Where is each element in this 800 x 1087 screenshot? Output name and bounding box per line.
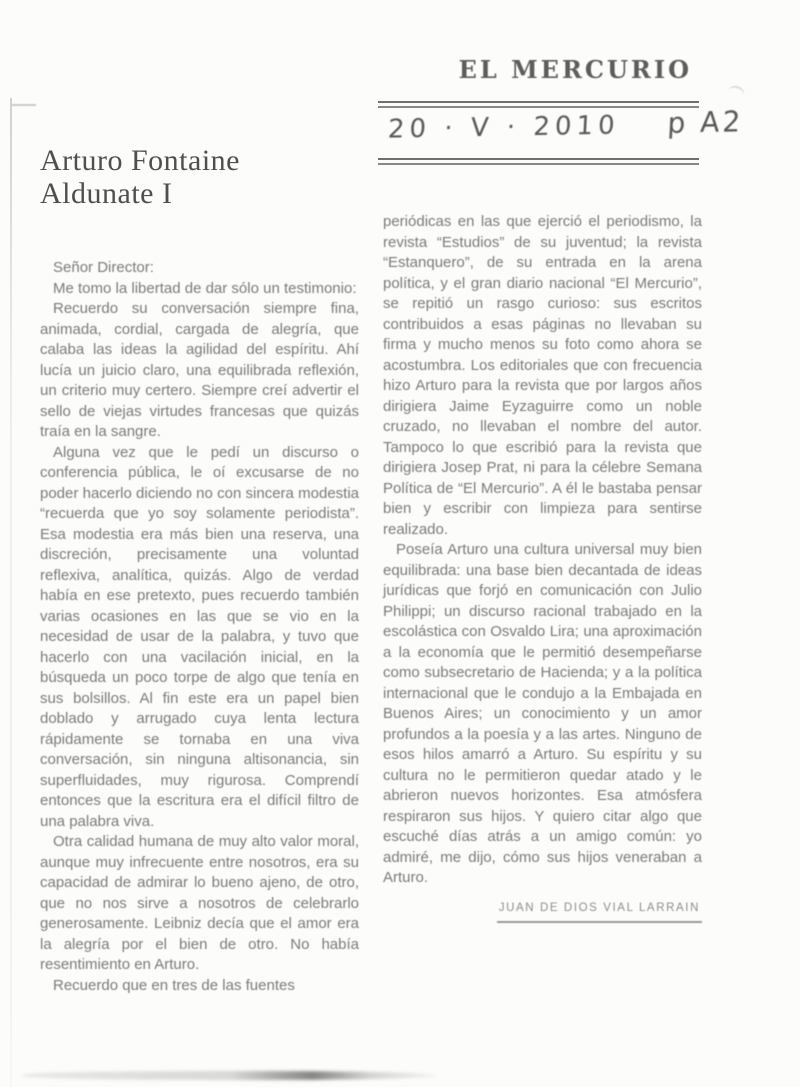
handwritten-date: 20 · V · 2010 (387, 110, 621, 145)
paragraph: Me tomo la libertad de dar sólo un testimonio: (53, 279, 357, 297)
article-title (40, 144, 360, 210)
masthead-rule-bottom (378, 158, 699, 165)
paragraph: Recuerdo su conversación siempre fina, animada, cordial, cargada de alegría, que calaba las ideas la agilidad del espíritu. Ahí lucía un juicio claro, una equilibrada reflexión, un criterio muy certero. Siempre creí advertir el sello de viejas virtudes francesas que quizás traía en la sangre. (40, 300, 359, 440)
article-column-left (40, 258, 359, 996)
salutation: Señor Director: (53, 259, 154, 276)
handwritten-page-ref: p A2 (666, 105, 745, 140)
signature-row (383, 897, 702, 924)
paragraph: Poseía Arturo una cultura universal muy bien equilibrada: una base bien decantada de ideas jurídicas que forjó en comunicación con Julio Philippi; un discurso racional trabajado en la escolástica con Osvaldo Lira; una aproximación a la economía que le permitió desempeñarse como subsecretario de Hacienda; y a la política internacional que le condujo a la Embajada en Buenos Aires; un conocimiento y un amor profundos a la poesía y a las artes. Ninguno de esos hilos amarró a Arturo. Su espíritu y su cultura no le permitieron quedar atado y le abrieron nuevos horizontes. Esa atmósfera respiraron sus hijos. Y quiero citar algo que escuché días atrás a un amigo común: yo admiré, me dijo, cómo sus hijos veneraban a Arturo. (383, 541, 702, 886)
article-column-right (383, 212, 702, 923)
scan-noise-mark (726, 84, 746, 102)
article-title-line1: Arturo Fontaine (40, 144, 240, 177)
scan-bottom-shadow (22, 1071, 437, 1080)
paragraph: periódicas en las que ejerció el periodismo, la revista “Estudios” de su juventud; la revista “Estanquero”, de su entrada en la arena política, y el gran diario nacional “El Mercurio”, se repitió un rasgo curioso: sus escritos contribuidos a esas páginas no llevaban su firma y mucho menos su foto como ahora se acostumbra. Los editoriales que con frecuencia hizo Arturo para la revista que por largos años dirigiera Jaime Eyzaguirre como un noble cruzado, no llevaban el nombre del autor. Tampoco lo que escribió para la revista que dirigiera Josep Prat, ni para la célebre Semana Política de “El Mercurio”. A él le bastaba pensar bien y escribir con limpieza para sentirse realizado. (383, 213, 702, 538)
paragraph: Recuerdo que en tres de las fuentes (53, 976, 295, 994)
clipping-top-edge-mark (12, 104, 36, 106)
author-signature: JUAN DE DIOS VIAL LARRAIN (497, 898, 702, 924)
article-title-line2: Aldunate I (40, 177, 173, 210)
clipping-left-edge (10, 98, 12, 1087)
newspaper-masthead: EL MERCURIO (458, 55, 692, 84)
paragraph: Alguna vez que le pedí un discurso o conferencia pública, le oí excusarse de no poder hacerlo diciendo no con sincera modestia “recuerda que yo soy solamente periodista”. Esa modestia era más bien una reserva, una discreción, precisamente una voluntad reflexiva, analítica, quizás. Algo de verdad había en ese pretexto, pues recuerdo también varias ocasiones en las que se vio en la necesidad de usar de la palabra, y tuvo que hacerlo con una vacilación inicial, en la búsqueda un poco torpe de algo que tenía en sus bolsillos. Al fin este era un papel bien doblado y arrugado cuya lenta lectura rápidamente se tornaba en una viva conversación, sin ninguna altisonancia, sin superfluidades, muy rigurosa. Comprendí entonces que la escritura era el difícil filtro de una palabra viva. (40, 443, 359, 830)
handwritten-annotation (387, 105, 745, 145)
paragraph: Otra calidad humana de muy alto valor moral, aunque muy infrecuente entre nosotros, era su capacidad de admirar lo bueno ajeno, de otro, que no nos sirve a nosotros de celebrarlo generosamente. Leibniz decía que el amor era la alegría por el bien de otro. No había resentimiento en Arturo. (40, 833, 359, 973)
